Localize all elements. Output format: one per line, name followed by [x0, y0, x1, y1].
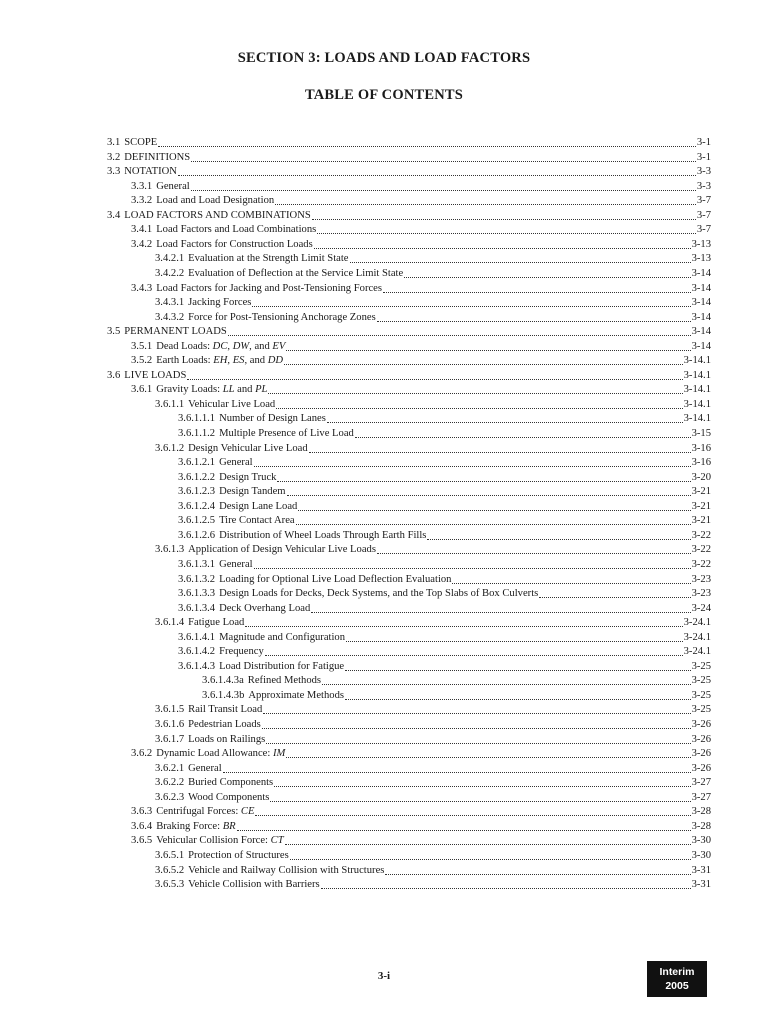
dot-leader	[237, 829, 691, 831]
badge-line-2: 2005	[665, 980, 689, 992]
toc-entry[interactable]	[178, 484, 711, 498]
toc-entry-number: 3.6.1.1.1	[178, 413, 216, 425]
dot-leader	[345, 669, 690, 671]
page-title: SECTION 3: LOADS AND LOAD FACTORS	[237, 50, 531, 66]
toc-entry-number: 3.5.1	[131, 340, 153, 352]
toc-entry[interactable]	[178, 630, 711, 644]
toc-entry-number: 3.6.1.2	[155, 442, 185, 454]
toc-entry-page: 3-14	[691, 297, 711, 309]
dot-leader	[383, 291, 691, 293]
dot-leader	[317, 232, 696, 234]
toc-entry[interactable]	[178, 557, 711, 571]
toc-entry-number: 3.6.2	[131, 748, 153, 760]
toc-entry-number: 3.4.1	[131, 224, 153, 236]
dot-leader	[355, 436, 691, 438]
toc-entry-page: 3-24	[691, 602, 711, 614]
toc-entry[interactable]	[131, 804, 711, 818]
toc-entry[interactable]	[202, 688, 711, 702]
toc-entry-page: 3-14	[691, 282, 711, 294]
toc-entry-label: NOTATION	[124, 166, 177, 178]
toc-entry-page: 3-30	[691, 849, 711, 861]
toc-entry-label: Fatigue Load	[188, 617, 245, 629]
toc-entry-number: 3.6.1.3.3	[178, 588, 216, 600]
toc-entry-number: 3.6.1.7	[155, 733, 185, 745]
toc-entry[interactable]	[155, 863, 711, 877]
dot-leader	[321, 887, 691, 889]
dot-leader	[187, 378, 682, 380]
toc-entry-page: 3-16	[691, 457, 711, 469]
toc-title: TABLE OF CONTENTS	[304, 87, 464, 103]
toc-entry[interactable]	[178, 528, 711, 542]
toc-entry-page: 3-27	[691, 791, 711, 803]
toc-entry-label: Load Factors for Jacking and Post-Tensioning Forces	[156, 282, 382, 294]
toc-entry[interactable]	[155, 615, 711, 629]
dot-leader	[427, 538, 690, 540]
toc-entry-page: 3-7	[696, 209, 711, 221]
toc-entry-page: 3-31	[691, 879, 711, 891]
toc-entry[interactable]	[107, 368, 711, 382]
toc-entry[interactable]	[202, 673, 711, 687]
dot-leader	[223, 771, 691, 773]
toc-entry-number: 3.6.1.4.3b	[202, 689, 245, 701]
dot-leader	[277, 480, 690, 482]
dot-leader	[290, 858, 691, 860]
toc-entry[interactable]	[107, 150, 711, 164]
toc-entry-label: General	[156, 180, 190, 192]
dot-leader	[285, 843, 691, 845]
toc-entry-page: 3-14.1	[683, 384, 711, 396]
toc-entry-page: 3-28	[691, 806, 711, 818]
dot-leader	[452, 582, 690, 584]
toc-entry-number: 3.6.1.3.1	[178, 558, 216, 570]
dot-leader	[255, 814, 690, 816]
toc-entry[interactable]	[155, 717, 711, 731]
toc-entry-page: 3-14	[691, 267, 711, 279]
toc-entry-page: 3-23	[691, 588, 711, 600]
toc-entry-number: 3.3.2	[131, 195, 153, 207]
toc-entry-label: Force for Post-Tensioning Anchorage Zones	[188, 311, 376, 323]
toc-entry-number: 3.6.1.4.3a	[202, 675, 244, 687]
toc-entry-page: 3-1	[696, 151, 711, 163]
toc-entry-label: Loading for Optional Live Load Deflection Evaluation	[219, 573, 452, 585]
toc-entry-label: Vehicle Collision with Barriers	[188, 879, 320, 891]
toc-entry-page: 3-28	[691, 820, 711, 832]
dot-leader	[345, 698, 691, 700]
toc-entry-label: Protection of Structures	[188, 849, 289, 861]
toc-entry-label: Refined Methods	[247, 675, 322, 687]
toc-entry-page: 3-24.1	[683, 631, 711, 643]
toc-entry[interactable]	[178, 644, 711, 658]
toc-entry[interactable]	[155, 542, 711, 556]
toc-entry[interactable]	[107, 135, 711, 149]
toc-entry-page: 3-14	[691, 340, 711, 352]
toc-entry-label: Load Factors for Construction Loads	[156, 238, 313, 250]
toc-entry-number: 3.6	[107, 369, 121, 381]
toc-entry-page: 3-14.1	[683, 398, 711, 410]
page-number: 3-i	[377, 970, 391, 982]
toc-entry-number: 3.2	[107, 151, 121, 163]
toc-entry-number: 3.6.1.4.3	[178, 660, 216, 672]
toc-entry-number: 3.6.1.2.5	[178, 515, 216, 527]
toc-entry-number: 3.5	[107, 326, 121, 338]
toc-entry-page: 3-21	[691, 486, 711, 498]
toc-entry-label: Distribution of Wheel Loads Through Earth Fills	[219, 529, 427, 541]
toc-entry-number: 3.6.1.4	[155, 617, 185, 629]
toc-entry-number: 3.6.1.1	[155, 398, 185, 410]
toc-entry-label: Design Truck	[219, 471, 277, 483]
dot-leader	[254, 567, 691, 569]
toc-entry-page: 3-26	[691, 762, 711, 774]
toc-entry-label: Multiple Presence of Live Load	[219, 428, 354, 439]
toc-entry-label: Magnitude and Configuration	[219, 631, 346, 643]
toc-entry-page: 3-23	[691, 573, 711, 585]
toc-entry-number: 3.6.1.1.2	[178, 428, 216, 439]
toc-entry-number: 3.6.5.1	[155, 849, 185, 861]
toc-entry-number: 3.6.1.5	[155, 704, 185, 716]
dot-leader	[286, 349, 690, 351]
toc-entry-page: 3-31	[691, 864, 711, 876]
dot-leader	[178, 174, 696, 176]
toc-entry[interactable]	[178, 572, 711, 586]
toc-entry-number: 3.6.1.3	[155, 544, 185, 556]
toc-entry[interactable]	[131, 222, 711, 236]
toc-entry-page: 3-7	[696, 224, 711, 236]
dot-leader	[284, 363, 683, 365]
toc-entry-number: 3.4.2	[131, 238, 153, 250]
toc-entry-label: Number of Design Lanes	[219, 413, 326, 425]
toc-entry-page: 3-13	[691, 253, 711, 265]
toc-entry-label: Centrifugal Forces: CE	[156, 806, 255, 818]
toc-entry-number: 3.6.5.2	[155, 864, 185, 876]
interim-badge	[647, 961, 707, 997]
toc-entry-label: General	[219, 457, 253, 469]
toc-entry-label: PERMANENT LOADS	[124, 326, 227, 338]
dot-leader	[309, 451, 691, 453]
toc-entry-number: 3.6.1.4.2	[178, 646, 216, 658]
toc-entry[interactable]	[131, 746, 711, 760]
toc-entry-label: Jacking Forces	[188, 297, 252, 309]
toc-entry-number: 3.3.1	[131, 180, 153, 192]
toc-entry-label: LIVE LOADS	[124, 369, 187, 381]
toc-entry-number: 3.6.2.2	[155, 777, 185, 789]
toc-entry-page: 3-26	[691, 748, 711, 760]
dot-leader	[327, 421, 683, 423]
toc-entry-number: 3.6.1	[131, 384, 153, 396]
toc-entry[interactable]	[107, 164, 711, 178]
toc-entry-label: LOAD FACTORS AND COMBINATIONS	[124, 209, 311, 221]
toc-entry[interactable]	[131, 237, 711, 251]
dot-leader	[311, 611, 690, 613]
toc-entry-label: Wood Components	[188, 791, 270, 803]
toc-entry[interactable]	[155, 441, 711, 455]
dot-leader	[322, 683, 691, 685]
toc-entry-number: 3.6.1.2.3	[178, 486, 216, 498]
toc-entry-page: 3-24.1	[683, 617, 711, 629]
toc-entry-label: General	[219, 558, 253, 570]
toc-entry-number: 3.4.3.1	[155, 297, 185, 309]
toc-entry-label: Deck Overhang Load	[219, 602, 311, 614]
toc-entry-label: Vehicular Collision Force: CT	[156, 835, 284, 847]
toc-entry-label: Design Loads for Decks, Deck Systems, and the Top Slabs of Box Culverts	[219, 588, 539, 600]
toc-entry-number: 3.6.1.3.4	[178, 602, 216, 614]
dot-leader	[287, 494, 691, 496]
toc-entry-number: 3.5.2	[131, 355, 153, 367]
toc-entry-page: 3-26	[691, 733, 711, 745]
toc-entry[interactable]	[178, 455, 711, 469]
toc-entry-label: Tire Contact Area	[219, 515, 295, 527]
toc-entry[interactable]	[178, 586, 711, 600]
dot-leader	[274, 785, 690, 787]
toc-entry-number: 3.6.3	[131, 806, 153, 818]
toc-entry-page: 3-21	[691, 515, 711, 527]
toc-entry-label: Rail Transit Load	[188, 704, 263, 716]
toc-entry-page: 3-14.1	[683, 413, 711, 425]
toc-entry-number: 3.6.5.3	[155, 879, 185, 891]
toc-entry[interactable]	[178, 601, 711, 615]
toc-entry[interactable]	[155, 732, 711, 746]
toc-entry-page: 3-21	[691, 500, 711, 512]
toc-entry-page: 3-14	[691, 311, 711, 323]
toc-entry-page: 3-13	[691, 238, 711, 250]
toc-entry[interactable]	[131, 353, 711, 367]
toc-entry-page: 3-30	[691, 835, 711, 847]
toc-entry-number: 3.1	[107, 137, 121, 148]
dot-leader	[228, 334, 691, 336]
dot-leader	[191, 189, 696, 191]
toc-entry-number: 3.4.2.1	[155, 253, 185, 265]
toc-entry[interactable]	[131, 382, 711, 396]
toc-entry-page: 3-22	[691, 544, 711, 556]
toc-entry[interactable]	[155, 310, 711, 324]
dot-leader	[158, 145, 696, 147]
toc-entry-page: 3-3	[696, 166, 711, 178]
toc-entry-number: 3.4.3.2	[155, 311, 185, 323]
toc-entry-label: Earth Loads: EH, ES, and DD	[156, 355, 284, 367]
dot-leader	[191, 160, 696, 162]
toc-entry[interactable]	[178, 470, 711, 484]
toc-entry-label: Dead Loads: DC, DW, and EV	[156, 340, 286, 352]
dot-leader	[377, 320, 691, 322]
toc-entry[interactable]	[178, 426, 711, 440]
dot-leader	[539, 596, 690, 598]
dot-leader	[350, 261, 691, 263]
toc-entry-label: Frequency	[219, 646, 264, 658]
toc-entry-page: 3-14.1	[683, 355, 711, 367]
toc-entry-page: 3-25	[691, 704, 711, 716]
toc-entry-page: 3-27	[691, 777, 711, 789]
toc-entry-page: 3-15	[691, 428, 711, 439]
toc-entry-label: Gravity Loads: LL and PL	[156, 384, 268, 396]
dot-leader	[252, 305, 690, 307]
dot-leader	[270, 800, 690, 802]
toc-entry-number: 3.6.4	[131, 820, 153, 832]
toc-entry-label: Design Vehicular Live Load	[188, 442, 308, 454]
toc-entry[interactable]	[107, 208, 711, 222]
toc-entry-page: 3-7	[696, 195, 711, 207]
dot-leader	[268, 392, 682, 394]
dot-leader	[266, 742, 690, 744]
toc-entry-page: 3-1	[696, 137, 711, 148]
toc-entry-label: Load and Load Designation	[156, 195, 275, 207]
toc-entry-label: Loads on Railings	[188, 733, 266, 745]
toc-entry-label: Pedestrian Loads	[188, 719, 261, 730]
toc-entry-number: 3.6.1.2.2	[178, 471, 216, 483]
toc-entry-page: 3-26	[691, 719, 711, 730]
toc-entry-label: Dynamic Load Allowance: IM	[156, 748, 286, 760]
toc-entry-label: Evaluation of Deflection at the Service Limit State	[188, 267, 404, 279]
dot-leader	[276, 407, 682, 409]
dot-leader	[296, 523, 691, 525]
dot-leader	[254, 465, 691, 467]
dot-leader	[298, 509, 690, 511]
toc-entry[interactable]	[178, 411, 711, 425]
toc-entry-page: 3-22	[691, 558, 711, 570]
toc-entry[interactable]	[155, 251, 711, 265]
toc-entry-page: 3-24.1	[683, 646, 711, 658]
toc-entry-label: SCOPE	[124, 137, 158, 148]
toc-entry-label: Application of Design Vehicular Live Loads	[188, 544, 376, 556]
dot-leader	[404, 276, 690, 278]
toc-entry[interactable]	[131, 819, 711, 833]
toc-entry[interactable]	[155, 761, 711, 775]
toc-entry-label: Design Tandem	[219, 486, 286, 498]
toc-entry-number: 3.4.2.2	[155, 267, 185, 279]
toc-entry-page: 3-25	[691, 675, 711, 687]
dot-leader	[245, 625, 682, 627]
toc-entry[interactable]	[155, 790, 711, 804]
toc-entry-number: 3.6.1.2.6	[178, 529, 216, 541]
toc-entry-label: General	[188, 762, 222, 774]
toc-entry-label: Braking Force: BR	[156, 820, 236, 832]
dot-leader	[262, 727, 691, 729]
toc-entry-label: Buried Components	[188, 777, 274, 789]
toc-entry[interactable]	[131, 281, 711, 295]
toc-entry-number: 3.6.1.4.1	[178, 631, 216, 643]
dot-leader	[314, 247, 691, 249]
toc-entry-page: 3-25	[691, 689, 711, 701]
toc-entry[interactable]	[155, 295, 711, 309]
dot-leader	[377, 552, 691, 554]
toc-entry-page: 3-14.1	[683, 369, 711, 381]
toc-entry[interactable]	[131, 179, 711, 193]
toc-entry-number: 3.4.3	[131, 282, 153, 294]
toc-entry[interactable]	[178, 659, 711, 673]
dot-leader	[263, 712, 690, 714]
toc-entry[interactable]	[178, 499, 711, 513]
toc-entry[interactable]	[155, 775, 711, 789]
toc-entry-number: 3.6.1.3.2	[178, 573, 216, 585]
dot-leader	[385, 873, 690, 875]
toc-entry-number: 3.4	[107, 209, 121, 221]
toc-entry-page: 3-25	[691, 660, 711, 672]
dot-leader	[265, 654, 683, 656]
toc-entry-page: 3-14	[691, 326, 711, 338]
toc-entry-number: 3.6.1.2.4	[178, 500, 216, 512]
dot-leader	[346, 640, 683, 642]
toc-entry[interactable]	[131, 339, 711, 353]
badge-line-1: Interim	[659, 966, 695, 978]
toc-entry-page: 3-16	[691, 442, 711, 454]
toc-entry-label: Evaluation at the Strength Limit State	[188, 253, 349, 265]
toc-entry-number: 3.6.1.6	[155, 719, 185, 730]
dot-leader	[312, 218, 696, 220]
toc-entry-page: 3-20	[691, 471, 711, 483]
toc-entry-page: 3-22	[691, 529, 711, 541]
dot-leader	[286, 756, 690, 758]
toc-entry-number: 3.6.2.3	[155, 791, 185, 803]
toc-entry-label: Approximate Methods	[248, 689, 344, 701]
toc-entry[interactable]	[155, 877, 711, 891]
dot-leader	[275, 203, 696, 205]
toc-entry[interactable]	[155, 266, 711, 280]
toc-entry-number: 3.6.2.1	[155, 762, 185, 774]
toc-entry-number: 3.3	[107, 166, 121, 178]
toc-entry[interactable]	[155, 397, 711, 411]
toc-entry-label: Design Lane Load	[219, 500, 298, 512]
toc-entry-page: 3-3	[696, 180, 711, 192]
toc-entry-label: Load Distribution for Fatigue	[219, 660, 345, 672]
toc-entry-number: 3.6.1.2.1	[178, 457, 216, 469]
toc-entry-label: DEFINITIONS	[124, 151, 191, 163]
toc-entry-label: Vehicle and Railway Collision with Structures	[188, 864, 385, 876]
toc-entry[interactable]	[131, 833, 711, 847]
toc-entry[interactable]	[155, 848, 711, 862]
toc-entry[interactable]	[155, 702, 711, 716]
toc-entry-label: Vehicular Live Load	[188, 398, 276, 410]
toc-entry[interactable]	[107, 324, 711, 338]
toc-entry[interactable]	[178, 513, 711, 527]
toc-entry-number: 3.6.5	[131, 835, 153, 847]
toc-entry[interactable]	[131, 193, 711, 207]
toc-entry-label: Load Factors and Load Combinations	[156, 224, 317, 236]
